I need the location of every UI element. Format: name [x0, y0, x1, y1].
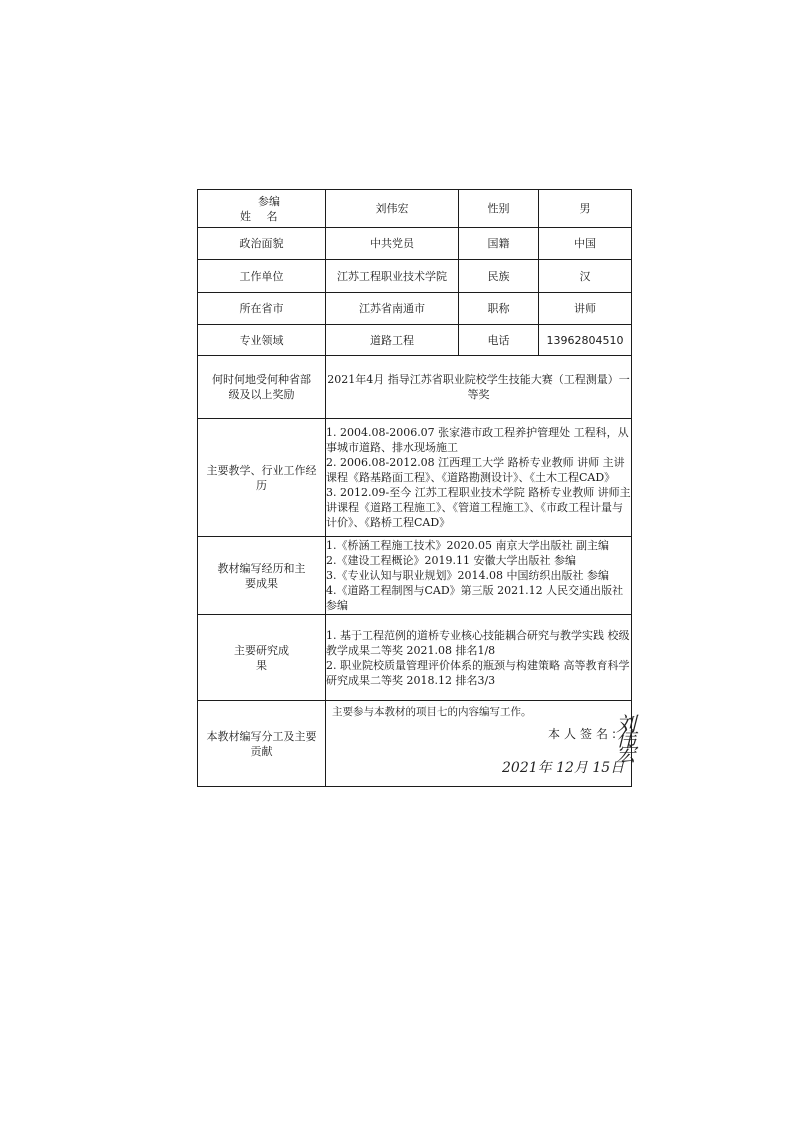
row-work-unit	[198, 260, 632, 293]
list-item: 1. 2004.08-2006.07 张家港市政工程养护管理处 工程科，从事城市道路、排水现场施工	[326, 426, 629, 454]
row-experience	[198, 419, 632, 537]
row-field	[198, 325, 632, 356]
list-item: 2.《建设工程概论》2019.11 安徽大学出版社 参编	[326, 554, 576, 567]
contribution-cell	[326, 701, 637, 787]
research-list	[326, 615, 632, 701]
list-item: 1. 基于工程范例的道桥专业核心技能耦合研究与教学实践 校级教学成果二等奖 2021.08 排名1/8	[326, 628, 630, 657]
political-label: 政治面貌	[198, 228, 326, 260]
name-label-cell	[198, 190, 326, 228]
title-label: 职称	[459, 293, 539, 325]
location-value: 江苏省南通市	[326, 293, 459, 325]
textbooks-label: 教材编写经历和主要成果	[198, 537, 326, 615]
phone-value: 13962804510	[539, 325, 632, 356]
research-label: 主要研究成果	[198, 615, 326, 701]
location-label: 所在省市	[198, 293, 326, 325]
row-name	[198, 190, 632, 228]
award-label: 何时何地受何种省部级及以上奖励	[198, 356, 326, 419]
list-item: 4.《道路工程制图与CAD》第三版 2021.12 人民交通出版社 参编	[326, 584, 624, 612]
row-award	[198, 356, 632, 419]
name-value: 刘伟宏	[326, 190, 459, 228]
nationality-label: 国籍	[459, 228, 539, 260]
editor-info-form	[197, 189, 637, 787]
row-political	[198, 228, 632, 260]
handwritten-signature: 刘伟宏	[616, 712, 637, 766]
gender-value: 男	[539, 190, 632, 228]
contribution-text: 主要参与本教材的项目七的内容编写工作。	[332, 706, 532, 718]
phone-label: 电话	[459, 325, 539, 356]
list-item: 2. 2006.08-2012.08 江西理工大学 路桥专业教师 讲师 主讲课程《路基路面工程》、《道路勘测设计》、《土木工程CAD》	[326, 456, 625, 484]
list-item: 2. 职业院校质量管理评价体系的瓶颈与构建策略 高等教育科学研究成果二等奖 2018.12 排名3/3	[326, 658, 630, 687]
row-contribution	[198, 701, 632, 787]
name-label-bottom: 姓 名	[240, 209, 284, 223]
experience-label: 主要教学、行业工作经历	[198, 419, 326, 537]
signature-date: 2021年 12月 15日	[502, 760, 625, 776]
experience-list	[326, 419, 632, 537]
political-value: 中共党员	[326, 228, 459, 260]
work-unit-label: 工作单位	[198, 260, 326, 293]
signature-label: 本人签名:	[548, 727, 621, 741]
work-unit-value: 江苏工程职业技术学院	[326, 260, 459, 293]
contribution-label: 本教材编写分工及主要贡献	[198, 701, 326, 787]
field-label: 专业领域	[198, 325, 326, 356]
field-value: 道路工程	[326, 325, 459, 356]
list-item: 3. 2012.09-至今 江苏工程职业技术学院 路桥专业教师 讲师主讲课程《道路工程施工》、《管道工程施工》、《市政工程计量与计价》、《路桥工程CAD》	[326, 486, 631, 529]
list-item: 1.《桥涵工程施工技术》2020.05 南京大学出版社 副主编	[326, 539, 609, 552]
textbooks-list	[326, 537, 632, 615]
row-location	[198, 293, 632, 325]
nationality-value: 中国	[539, 228, 632, 260]
award-value: 2021年4月 指导江苏省职业院校学生技能大赛（工程测量）一等奖	[326, 356, 632, 419]
ethnicity-label: 民族	[459, 260, 539, 293]
ethnicity-value: 汉	[539, 260, 632, 293]
row-research	[198, 615, 632, 701]
gender-label: 性别	[459, 190, 539, 228]
row-textbooks	[198, 537, 632, 615]
title-value: 讲师	[539, 293, 632, 325]
name-label-top: 参编	[258, 194, 280, 208]
list-item: 3.《专业认知与职业规划》2014.08 中国纺织出版社 参编	[326, 569, 609, 582]
